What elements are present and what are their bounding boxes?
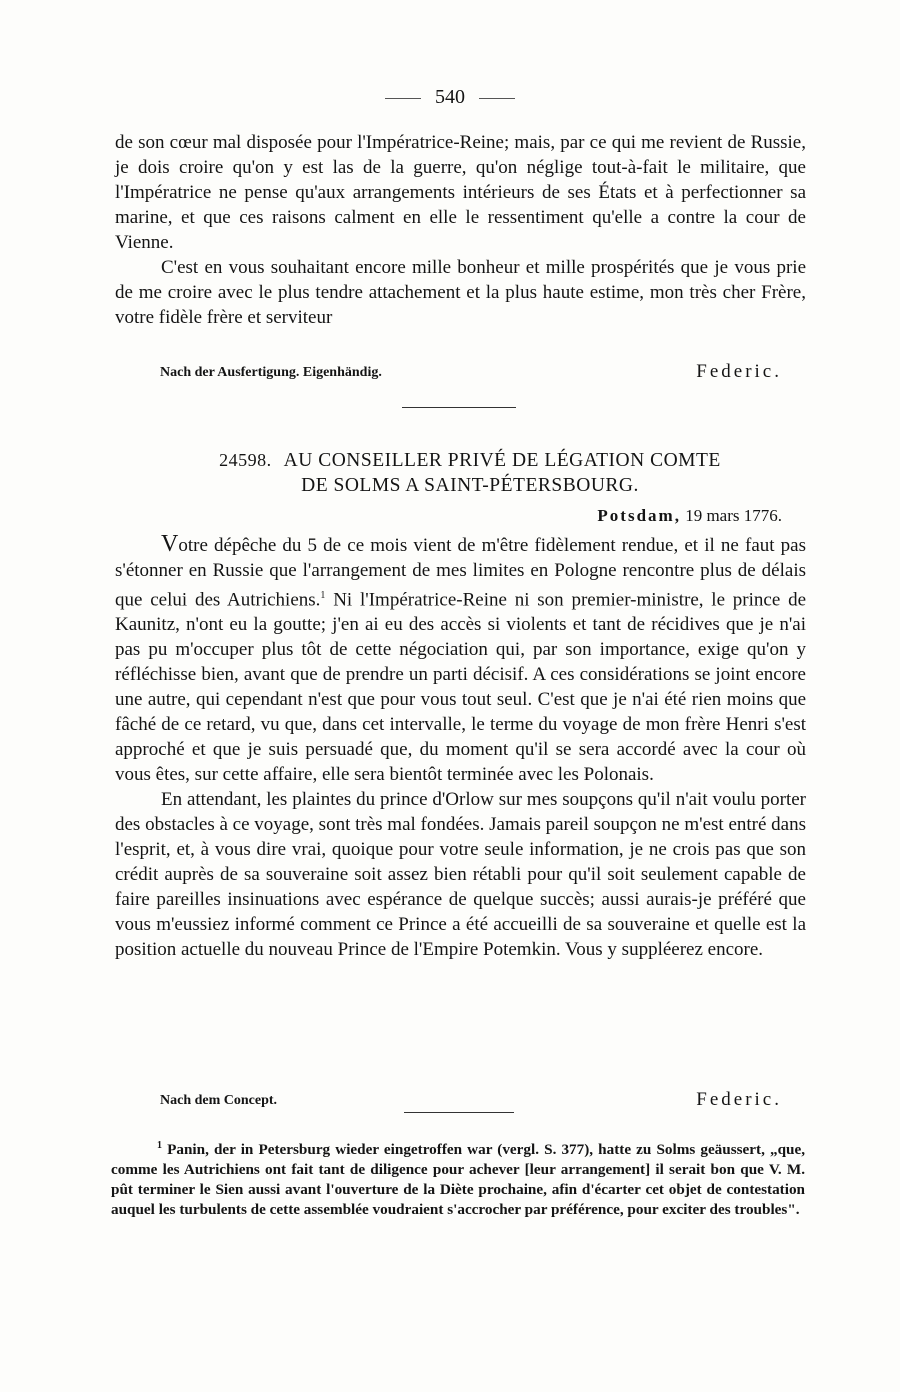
letter-paragraph-1-text: otre dépêche du 5 de ce mois vient de m'être fidèlement rendue, et il ne faut pas s'étonner en Russie que l'arrangement de mes limites en Pologne rencontre plus de délais que celui des Autrichiens. xyxy=(115,535,806,611)
header-dash-right xyxy=(479,98,515,99)
footnote xyxy=(111,1136,805,1220)
letter-paragraph-2: En attendant, les plaintes du prince d'Orlow sur mes soupçons qu'il n'ait voulu porter des obstacles à ce voyage, sont très mal fondées. Jamais pareil soupçon ne m'est entré dans l'esprit, et, à vous dire vrai, quoique pour votre seule information, je ne crois pas que son crédit auprès de sa souveraine soit assez bien rétabli pour qu'il soit seulement capable de faire pareilles insinuations avec espérance de quelque succès; aussi aurais-je préféré que vous m'eussiez informé comment ce Prince a été accueilli de sa souveraine et quelle est la position actuelle du nouveau Prince de l'Empire Potemkin. Vous y suppléerez encore. xyxy=(115,789,806,961)
header-dash-left xyxy=(385,98,421,99)
footnote-reference: 1 xyxy=(320,590,326,601)
dateline-date: 19 mars 1776. xyxy=(685,506,782,525)
carryover-text xyxy=(115,130,806,330)
letter-signature: Federic. xyxy=(696,1089,782,1110)
signature: Federic. xyxy=(696,361,782,382)
letter-paragraph-1-cont: Ni l'Impératrice-Reine ni son premier-ministre, le prince de Kaunitz, n'ont eu la goutte; j'en ai eu des accès si violents et tant de récidives que je n'ai pas pu m'occuper plus tôt de cette négociation qui, par son importance, exige qu'on y réfléchisse bien, avant que de prendre un parti décisif. A ces considérations se joint encore une autre, qui cependant n'est que pour vous tout seul. C'est que je n'ai été rien moins que fâché de ce retard, vu que, dans cet intervalle, le terme du voyage de mon frère Henri s'est approché et que je suis persuadé que, du moment qu'il se sera accordé avec la cour où vous êtes, sur cette affaire, elle sera bientôt terminée avec les Polonais. xyxy=(115,589,807,786)
letter-number: 24598. xyxy=(219,450,272,470)
section-divider xyxy=(402,407,516,408)
heading-text-1: AU CONSEILLER PRIVÉ DE LÉGATION COMTE xyxy=(283,450,721,471)
footnote-divider xyxy=(404,1112,514,1113)
dateline-place: Potsdam, xyxy=(597,506,681,525)
initial-letter: V xyxy=(161,531,179,557)
source-note: Nach der Ausfertigung. Eigenhändig. xyxy=(160,365,382,380)
footnote-marker: 1 xyxy=(157,1140,162,1151)
letter-body xyxy=(115,532,806,962)
letter-heading xyxy=(150,448,790,498)
carryover-paragraph-1: de son cœur mal disposée pour l'Impératrice-Reine; mais, par ce qui me revient de Russie, je dois croire qu'on y est las de la guerre, qu'on néglige tout-à-fait le militaire, que l'Impératrice ne pense qu'aux arrangements intérieurs de ses États et à perfectionner sa marine, et que ces raisons calment en elle le ressentiment qu'elle a contre la cour de Vienne. xyxy=(115,132,806,253)
page-header xyxy=(0,86,900,109)
page-number: 540 xyxy=(435,86,465,108)
heading-line-1 xyxy=(150,448,790,473)
heading-line-2: DE SOLMS A SAINT-PÉTERSBOURG. xyxy=(301,475,639,496)
dateline xyxy=(597,506,782,526)
carryover-paragraph-2: C'est en vous souhaitant encore mille bonheur et mille prospérités que je vous prie de me croire avec le plus tendre attachement et la plus haute estime, mon très cher Frère, votre fidèle frère et serviteur xyxy=(115,257,806,328)
letter-source-note: Nach dem Concept. xyxy=(160,1093,278,1108)
footnote-text: Panin, der in Petersburg wieder eingetroffen war (vergl. S. 377), hatte zu Solms geäussert, „que, comme les Autrichiens ont fait tant de diligence pour achever [leur arrangement] il serait bon que V. M. pût terminer le Sien aussi avant l'ouverture de la Diète prochaine, afin d'écarter cet objet de contestation auquel les turbulents de cette assemblée voudraient s'accrocher par préférence, pour exciter des troubles". xyxy=(111,1141,805,1219)
letter-paragraph-1 xyxy=(115,532,806,787)
